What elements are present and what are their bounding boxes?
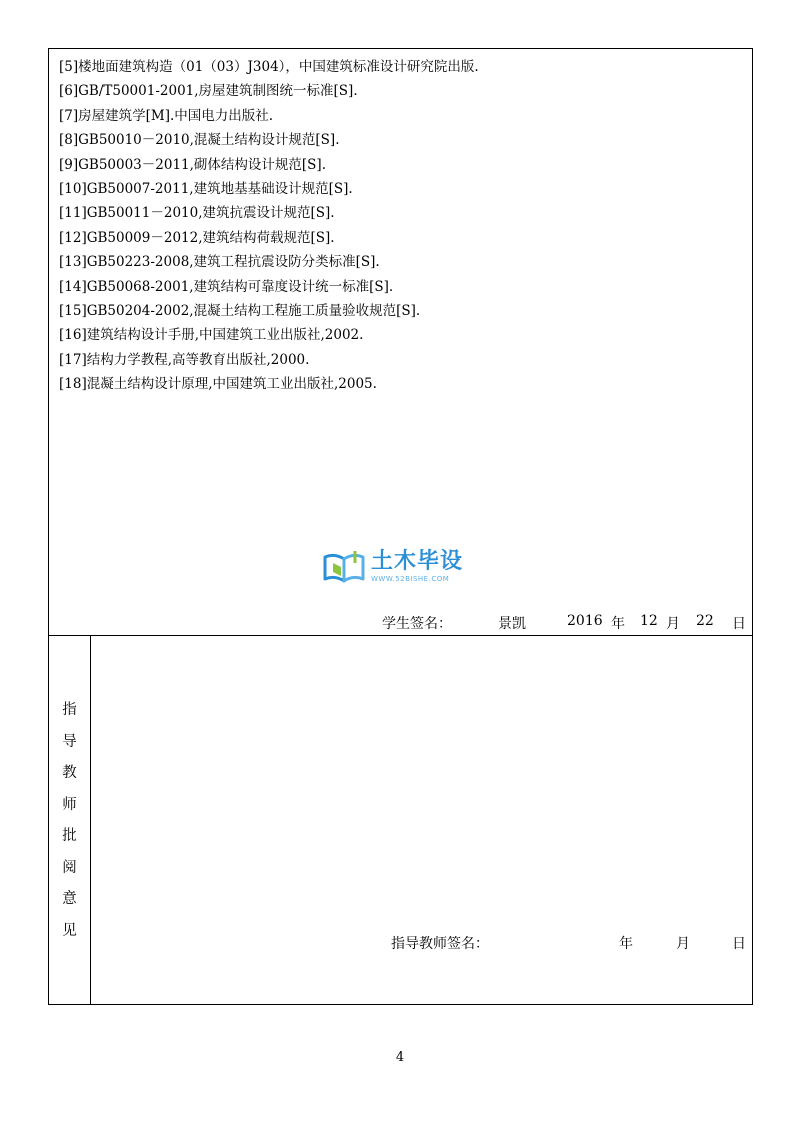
- month-unit: 月: [666, 616, 680, 632]
- book-icon: [321, 549, 367, 585]
- sign-month: 12: [640, 613, 658, 629]
- logo-title: 土木毕设: [371, 549, 464, 574]
- reference-item: [10]GB50007-2011,建筑地基基础设计规范[S].: [59, 181, 353, 198]
- form-table: [48, 48, 753, 1005]
- watermark-logo: [321, 549, 463, 585]
- reference-item: [14]GB50068-2001,建筑结构可靠度设计统一标准[S].: [59, 278, 394, 295]
- sign-year: 2016: [567, 613, 603, 629]
- reference-item: [13]GB50223-2008,建筑工程抗震设防分类标准[S].: [59, 254, 380, 271]
- day-unit: 日: [732, 616, 746, 632]
- reference-item: [11]GB50011－2010,建筑抗震设计规范[S].: [59, 205, 335, 222]
- reference-item: [5]楼地面建筑构造（01（03）J304），中国建筑标准设计研究院出版.: [59, 59, 479, 75]
- year-unit: 年: [611, 616, 625, 632]
- reference-item: [9]GB50003－2011,砌体结构设计规范[S].: [59, 156, 326, 173]
- page-number: 4: [395, 1050, 405, 1065]
- references-cell: [49, 49, 752, 636]
- reference-item: [16]建筑结构设计手册,中国建筑工业出版社,2002.: [59, 327, 364, 344]
- month-unit: 月: [676, 936, 690, 952]
- reference-item: [6]GB/T50001-2001,房屋建筑制图统一标准[S].: [59, 83, 358, 100]
- day-unit: 日: [732, 936, 746, 952]
- reference-item: [15]GB50204-2002,混凝土结构工程施工质量验收规范[S].: [59, 303, 421, 320]
- student-signature-label: 学生签名：: [382, 616, 452, 632]
- sign-day: 22: [696, 613, 714, 629]
- reference-item: [8]GB50010－2010,混凝土结构设计规范[S].: [59, 132, 340, 149]
- reference-item: [17]结构力学教程,高等教育出版社,2000.: [59, 351, 310, 368]
- teacher-signature-label: 指导教师签名：: [391, 936, 489, 952]
- reference-list: [59, 55, 479, 397]
- student-name: 景凯: [498, 616, 526, 632]
- year-unit: 年: [619, 936, 633, 952]
- reference-item: [12]GB50009－2012,建筑结构荷载规范[S].: [59, 229, 335, 246]
- logo-subtitle: WWW.52BISHE.COM: [371, 575, 450, 583]
- teacher-comment-label: 指 导 教 师 批 阅 意 见: [62, 702, 77, 939]
- teacher-label-cell: [49, 635, 91, 1004]
- reference-item: [7]房屋建筑学[M].中国电力出版社.: [59, 107, 274, 124]
- reference-item: [18]混凝土结构设计原理,中国建筑工业出版社,2005.: [59, 376, 377, 393]
